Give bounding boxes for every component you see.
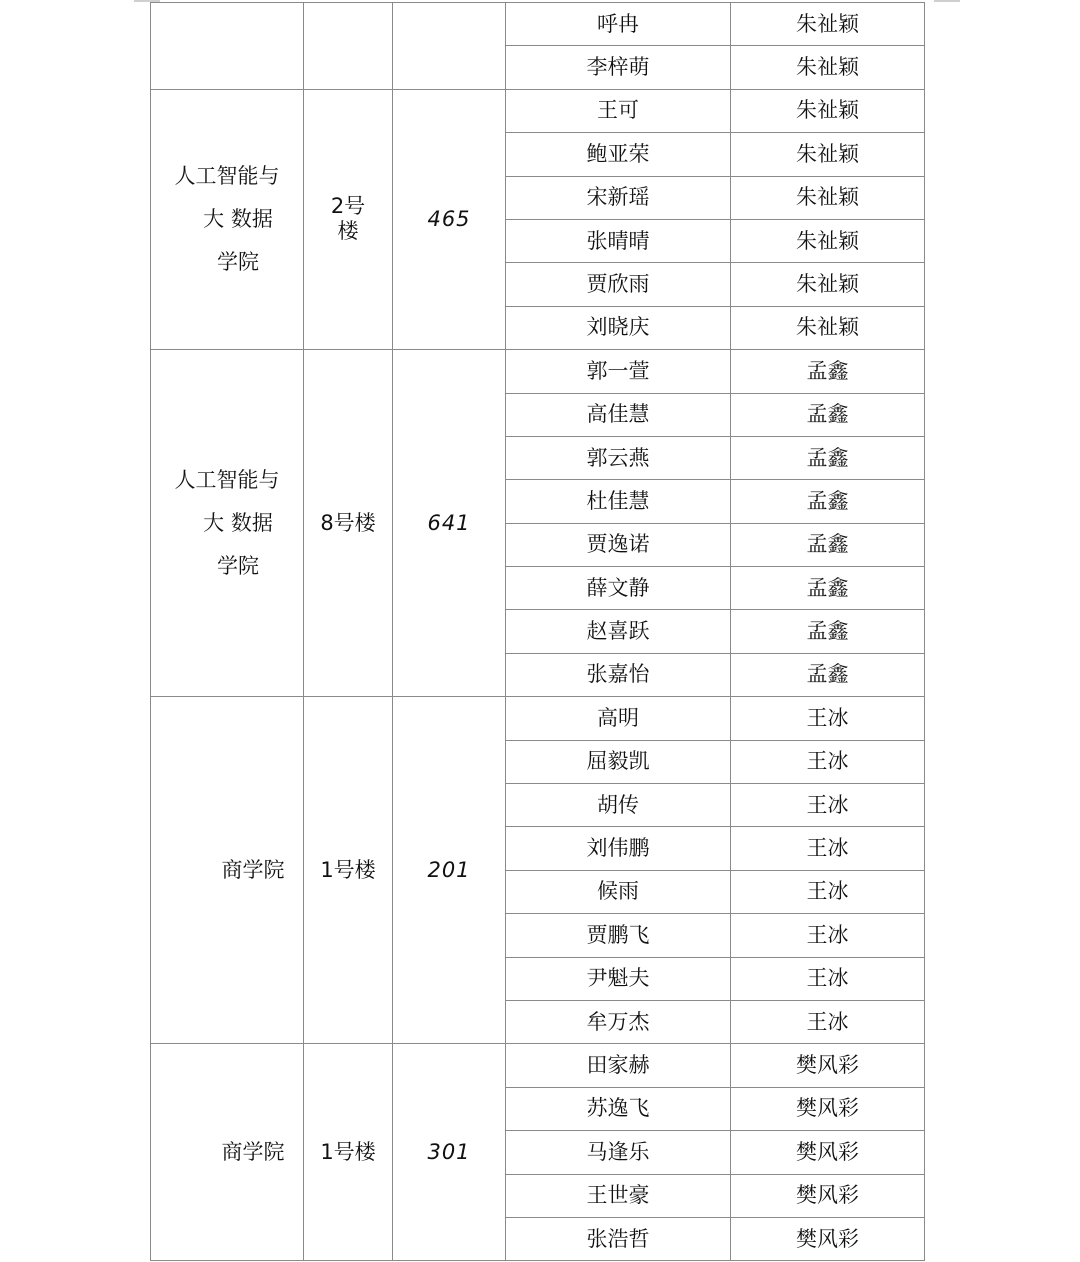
dormitory-roster-table (150, 2, 925, 1261)
college-cell (151, 350, 304, 697)
advisor-name-cell: 王冰 (731, 957, 925, 1000)
advisor-name-cell: 樊风彩 (731, 1217, 925, 1260)
student-name-cell: 候雨 (506, 870, 731, 913)
student-name-cell: 马逢乐 (506, 1131, 731, 1174)
building-cell (304, 89, 393, 349)
building-cell (304, 350, 393, 697)
student-name-cell: 郭一萱 (506, 350, 731, 393)
student-name-cell: 王世豪 (506, 1174, 731, 1217)
student-name-cell: 高佳慧 (506, 393, 731, 436)
advisor-name-cell: 孟鑫 (731, 393, 925, 436)
advisor-name-cell: 王冰 (731, 870, 925, 913)
page-edge-mark (934, 0, 960, 2)
student-name-cell: 屈毅凯 (506, 740, 731, 783)
advisor-name-cell: 孟鑫 (731, 610, 925, 653)
advisor-name-cell: 樊风彩 (731, 1087, 925, 1130)
college-cell (151, 89, 304, 349)
building-label: 8号楼 (320, 510, 376, 535)
advisor-name-cell: 樊风彩 (731, 1131, 925, 1174)
college-cell (151, 697, 304, 1044)
student-name-cell: 贾欣雨 (506, 263, 731, 306)
advisor-name-cell: 朱祉颖 (731, 89, 925, 132)
student-name-cell: 薛文静 (506, 567, 731, 610)
table-row (151, 697, 925, 740)
college-name-line: 人工智能与 (174, 163, 280, 188)
table-row (151, 3, 925, 46)
advisor-name-cell: 孟鑫 (731, 350, 925, 393)
student-name-cell: 杜佳慧 (506, 480, 731, 523)
advisor-name-cell: 樊风彩 (731, 1044, 925, 1087)
college-name-line: 商学院 (221, 1139, 285, 1164)
building-cell (304, 1044, 393, 1261)
advisor-name-cell: 孟鑫 (731, 480, 925, 523)
student-name-cell: 王可 (506, 89, 731, 132)
student-name-cell: 田家赫 (506, 1044, 731, 1087)
advisor-name-cell: 王冰 (731, 827, 925, 870)
building-label: 2号 (330, 194, 366, 219)
table-row (151, 1044, 925, 1087)
college-name-line: 商学院 (221, 857, 285, 882)
building-cell (304, 3, 393, 90)
room-number-cell (393, 3, 506, 90)
student-name-cell: 尹魁夫 (506, 957, 731, 1000)
student-name-cell: 刘晓庆 (506, 306, 731, 349)
table-row (151, 350, 925, 393)
advisor-name-cell: 朱祉颖 (731, 46, 925, 89)
student-name-cell: 牟万杰 (506, 1000, 731, 1043)
advisor-name-cell: 王冰 (731, 784, 925, 827)
student-name-cell: 高明 (506, 697, 731, 740)
student-name-cell: 刘伟鹏 (506, 827, 731, 870)
college-name-line: 人工智能与 (174, 467, 280, 492)
student-name-cell: 贾鹏飞 (506, 914, 731, 957)
student-name-cell: 张晴晴 (506, 219, 731, 262)
college-name-line: 学院 (217, 249, 259, 274)
room-number-cell: 465 (393, 89, 506, 349)
building-cell (304, 697, 393, 1044)
advisor-name-cell: 朱祉颖 (731, 306, 925, 349)
student-name-cell: 胡传 (506, 784, 731, 827)
room-number-cell: 201 (393, 697, 506, 1044)
advisor-name-cell: 朱祉颖 (731, 133, 925, 176)
advisor-name-cell: 王冰 (731, 697, 925, 740)
table-row (151, 89, 925, 132)
advisor-name-cell: 孟鑫 (731, 523, 925, 566)
student-name-cell: 呼冉 (506, 3, 731, 46)
advisor-name-cell: 朱祉颖 (731, 219, 925, 262)
student-name-cell: 郭云燕 (506, 436, 731, 479)
building-label: 楼 (337, 219, 359, 244)
college-name-line: 大 数据 (203, 206, 273, 231)
advisor-name-cell: 朱祉颖 (731, 176, 925, 219)
college-cell (151, 1044, 304, 1261)
student-name-cell: 张浩哲 (506, 1217, 731, 1260)
student-name-cell: 贾逸诺 (506, 523, 731, 566)
student-name-cell: 张嘉怡 (506, 653, 731, 696)
advisor-name-cell: 孟鑫 (731, 567, 925, 610)
room-number-cell: 301 (393, 1044, 506, 1261)
advisor-name-cell: 王冰 (731, 1000, 925, 1043)
advisor-name-cell: 孟鑫 (731, 436, 925, 479)
advisor-name-cell: 孟鑫 (731, 653, 925, 696)
college-cell (151, 3, 304, 90)
advisor-name-cell: 朱祉颖 (731, 263, 925, 306)
building-label: 1号楼 (320, 1139, 376, 1164)
advisor-name-cell: 樊风彩 (731, 1174, 925, 1217)
advisor-name-cell: 朱祉颖 (731, 3, 925, 46)
advisor-name-cell: 王冰 (731, 914, 925, 957)
building-label: 1号楼 (320, 857, 376, 882)
college-name-line: 大 数据 (203, 510, 273, 535)
student-name-cell: 赵喜跃 (506, 610, 731, 653)
student-name-cell: 李梓萌 (506, 46, 731, 89)
advisor-name-cell: 王冰 (731, 740, 925, 783)
student-name-cell: 宋新瑶 (506, 176, 731, 219)
student-name-cell: 苏逸飞 (506, 1087, 731, 1130)
college-name-line: 学院 (217, 553, 259, 578)
student-name-cell: 鲍亚荣 (506, 133, 731, 176)
room-number-cell: 641 (393, 350, 506, 697)
